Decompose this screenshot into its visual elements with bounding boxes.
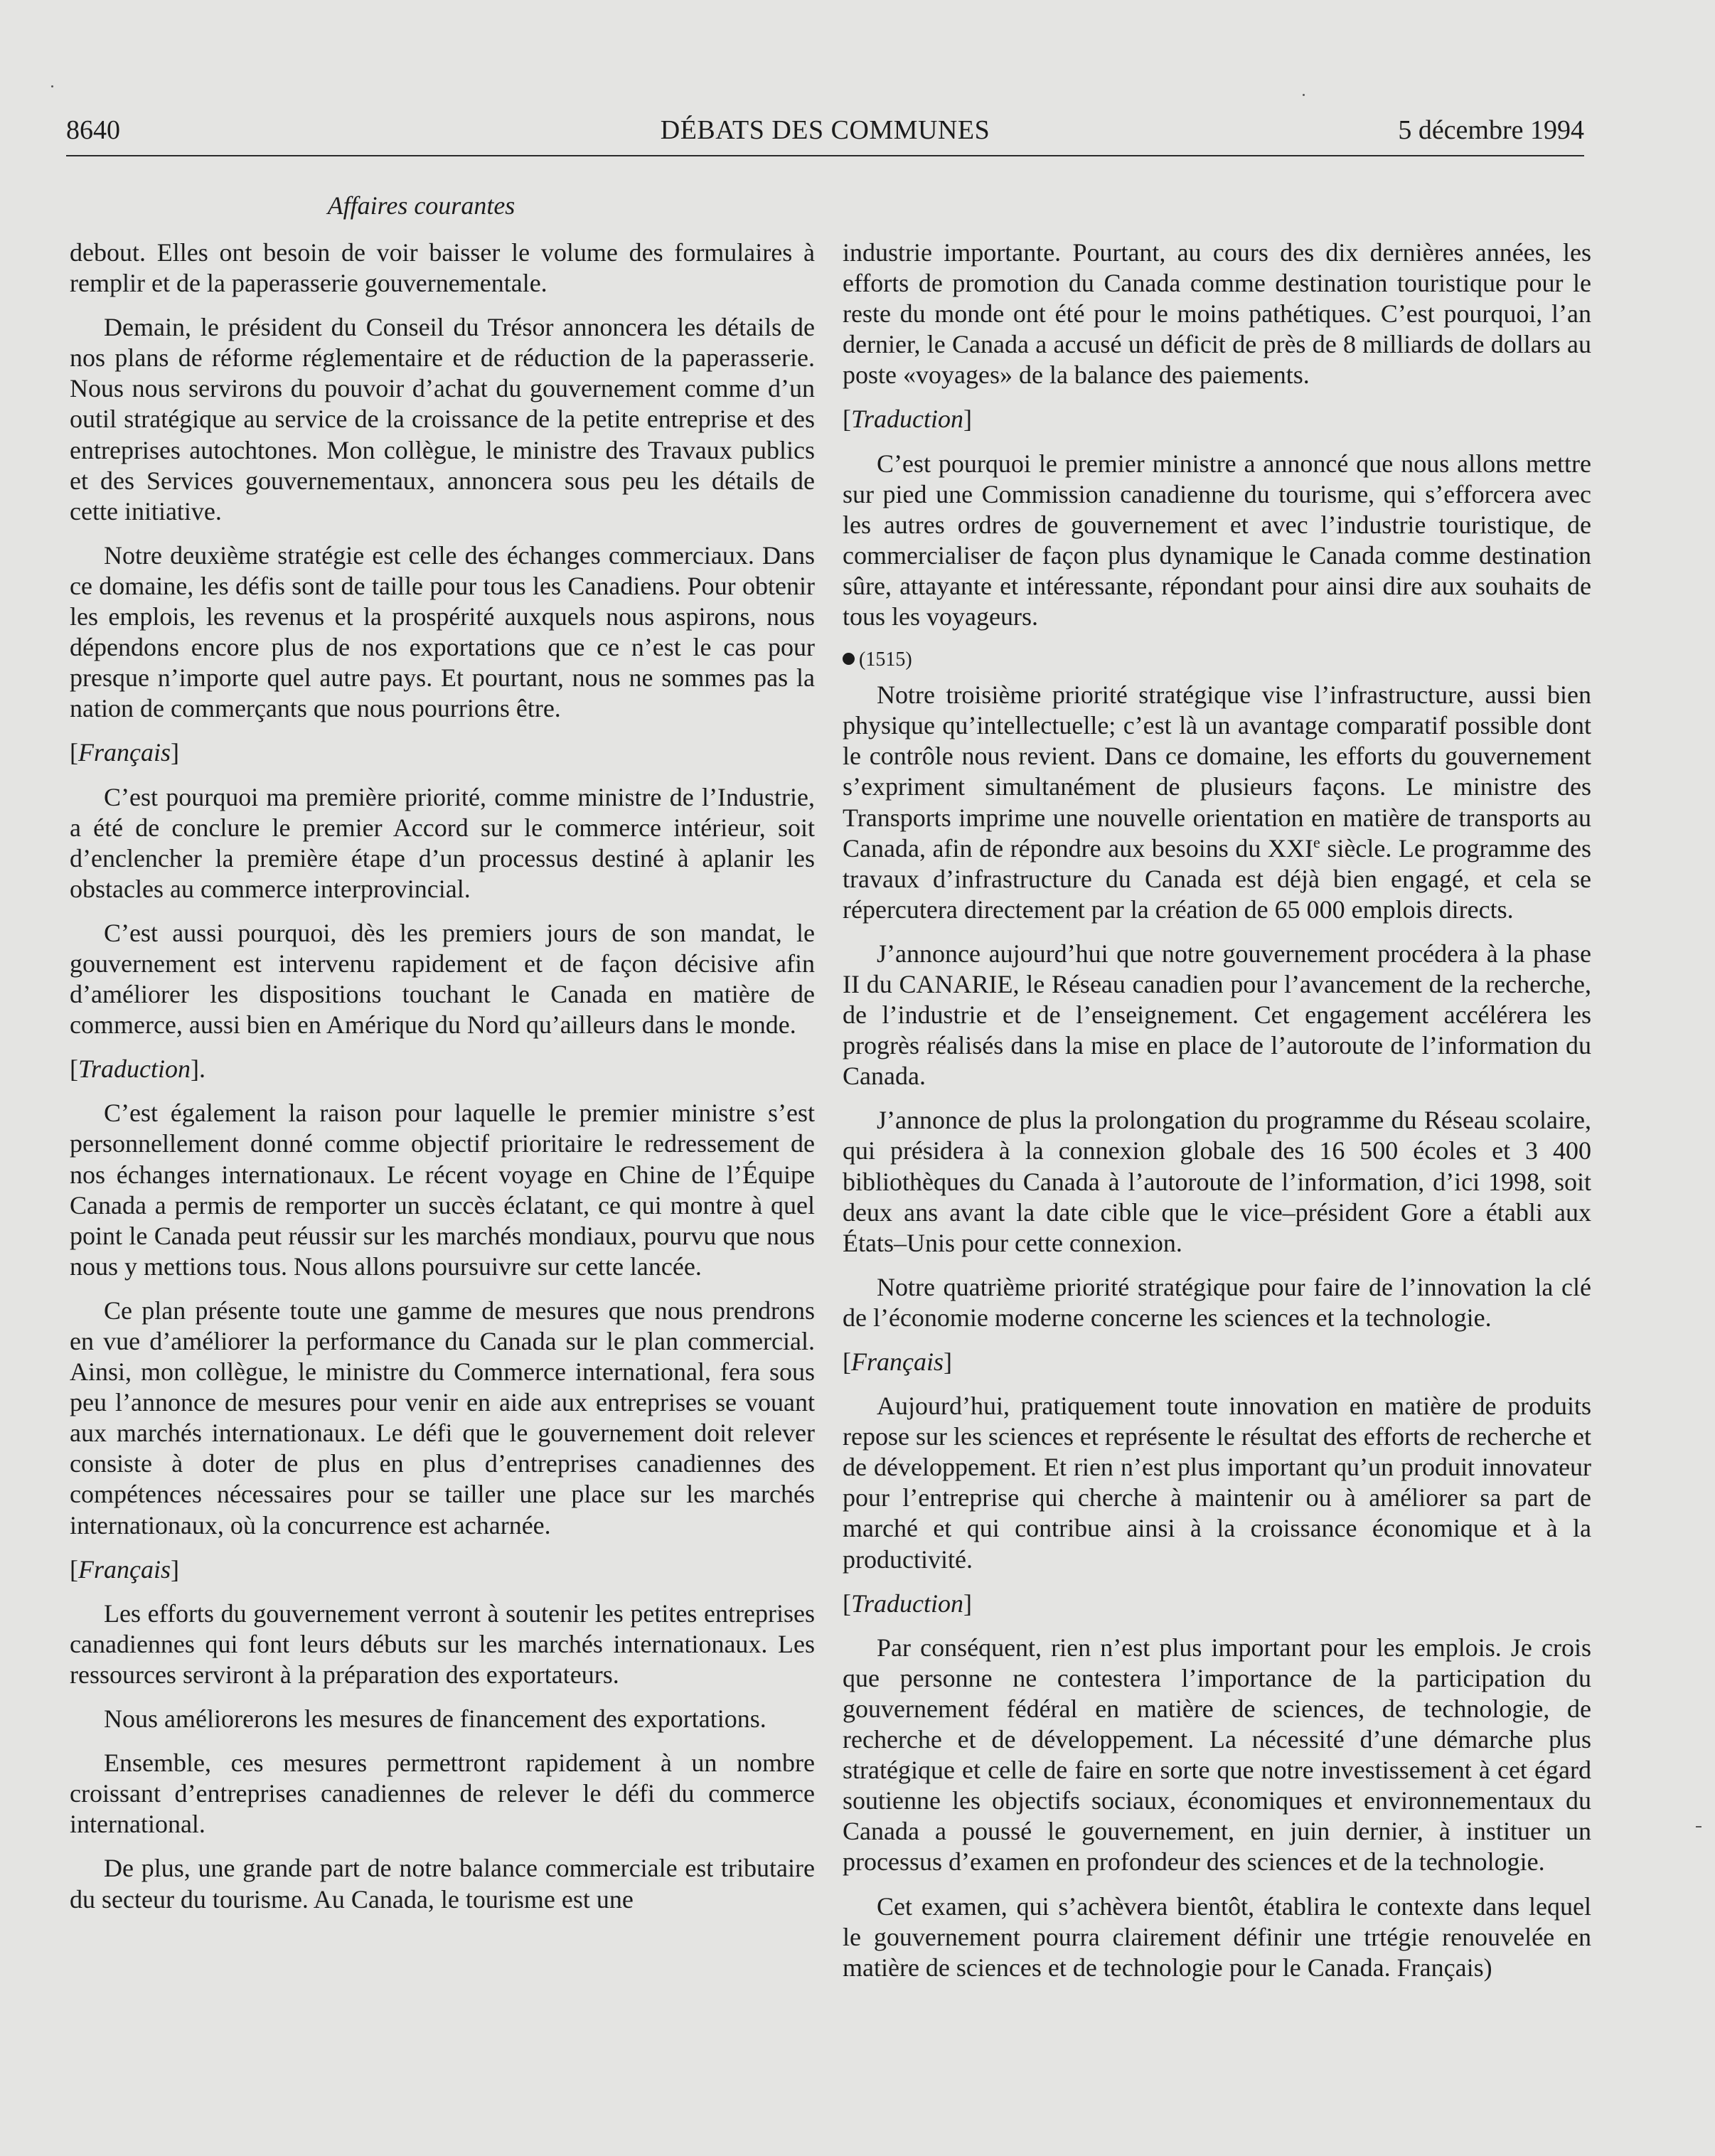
- page-number: 8640: [66, 115, 120, 145]
- scan-speck: [1696, 1826, 1701, 1827]
- paragraph: [843, 1391, 1591, 1575]
- language-tag-label: Traduction: [851, 1589, 964, 1618]
- paragraph: [70, 782, 815, 904]
- paragraph-text: Ensemble, ces mesures permettront rapidement à un nombre croissant d’entreprises canadiennes de relever le défi du commerce international.: [70, 1749, 815, 1839]
- paragraph-text: Ce plan présente toute une gamme de mesures que nous prendrons en vue d’améliorer la performance du Canada sur le plan commercial. Ainsi, mon collègue, le ministre du Commerce international, fera sous peu l’annonce de mesures pour venir en aide aux entreprises se vouant aux marchés internationaux. Le défi que le gouvernement doit relever consiste à doter de plus en plus d’entreprises canadiennes des compétences nécessaires pour se tailler une place sur les marchés internationaux, où la concurrence est acharnée.: [70, 1296, 815, 1539]
- superscript: e: [1313, 833, 1320, 851]
- scan-speck: [51, 85, 53, 87]
- continued-paragraph: [70, 238, 815, 299]
- scan-speck: [1303, 94, 1305, 96]
- paragraph: [70, 540, 815, 725]
- publication-title: DÉBATS DES COMMUNES: [660, 115, 990, 145]
- paragraph-text: C’est pourquoi ma première priorité, comme ministre de l’Industrie, a été de conclure le premier Accord sur le commerce intérieur, soit d’enclencher la première étape d’un processus destiné à aplanir les obstacles au commerce interprovincial.: [70, 782, 815, 903]
- paragraph: [70, 918, 815, 1040]
- paragraph-text: Nous améliorerons les mesures de financement des exportations.: [104, 1704, 766, 1734]
- time-marker-label: (1515): [859, 649, 912, 671]
- paragraph: [70, 1704, 815, 1734]
- language-tag: [Traduction]: [843, 405, 973, 434]
- paragraph: [843, 1105, 1591, 1258]
- language-tag-label: Français: [78, 1554, 171, 1584]
- section-heading: Affaires courantes: [327, 191, 515, 220]
- paragraph-text: J’annonce aujourd’hui que notre gouvernement procédera à la phase II du CANARIE, le Réseau canadien pour l’avancement de la recherche, de l’industrie et de l’enseignement. Cet engagement accélérera les progrès réalisés dans la mise en place de l’autoroute de l’information du Canada.: [843, 939, 1591, 1091]
- language-tag-label: Français: [851, 1348, 944, 1376]
- time-marker: [843, 646, 1591, 674]
- paragraph: [70, 1853, 815, 1914]
- running-header: [66, 110, 1584, 156]
- paragraph-text: De plus, une grande part de notre balance commerciale est tributaire du secteur du tourisme. Au Canada, le tourisme est une: [70, 1854, 815, 1914]
- paragraph: [843, 449, 1591, 633]
- paragraph: [843, 1891, 1591, 1983]
- paragraph: [843, 1272, 1591, 1333]
- paragraph: [843, 1633, 1591, 1878]
- paragraph-text: debout. Elles ont besoin de voir baisser le volume des formulaires à remplir et de la paperasserie gouvernementale.: [70, 238, 815, 298]
- paragraph-text: Aujourd’hui, pratiquement toute innovation en matière de produits repose sur les sciences et représente le résultat des efforts de recherche et de développement. Et rien n’est plus important qu’un produit innovateur pour l’entreprise qui cherche à maintenir ou à améliorer sa part de marché et qui contribue ainsi à la croissance économique et à la productivité.: [843, 1392, 1591, 1574]
- paragraph: [70, 1599, 815, 1690]
- paragraph-text: Notre quatrième priorité stratégique pour faire de l’innovation la clé de l’économie moderne concerne les sciences et la technologie.: [843, 1272, 1591, 1332]
- paragraph: [70, 1098, 815, 1282]
- tag-suffix: .: [199, 1055, 206, 1084]
- header-rule: [66, 155, 1584, 156]
- issue-date: 5 décembre 1994: [1398, 115, 1584, 145]
- paragraph-text: C’est également la raison pour laquelle le premier ministre s’est personnellement donné comme objectif prioritaire le redressement de nos échanges internationaux. Le récent voyage en Chine de l’Équipe Canada a permis de remporter un succès éclatant, ce qui montre à quel point le Canada peut réussir sur les marchés mondiaux, pourvu que nous nous y mettions tous. Nous allons poursuivre sur cette lancée.: [70, 1099, 815, 1281]
- paragraph-text: Cet examen, qui s’achèvera bientôt, établira le contexte dans lequel le gouvernement pourra clairement définir une trtégie renouvelée en matière de sciences et de technologie pour le Canada. Français): [843, 1891, 1591, 1982]
- paragraph: [843, 939, 1591, 1092]
- language-tag-label: Français: [78, 738, 171, 767]
- language-tag: [Français]: [70, 1554, 179, 1584]
- continued-paragraph: [843, 238, 1591, 390]
- paragraph: [70, 1296, 815, 1541]
- paragraph-text: J’annonce de plus la prolongation du programme du Réseau scolaire, qui présidera à la connexion globale des 16 500 écoles et 3 400 bibliothèques du Canada à l’autoroute de l’information, d’ici 1998, soit deux ans avant la date cible que le vice–président Gore a établi aux États–Unis pour cette connexion.: [843, 1106, 1591, 1257]
- left-column: [70, 238, 815, 1928]
- language-tag: [Traduction]: [843, 1589, 973, 1618]
- language-tag: [Français]: [843, 1348, 952, 1376]
- paragraph-text: Par conséquent, rien n’est plus important pour les emplois. Je crois que personne ne contestera l’importance de la participation du gouvernement fédéral en matière de sciences, de technologie, de recherche et de développement. La nécessité d’une démarche plus stratégique et celle de faire en sorte que notre investissement à cet égard soutienne les objectifs sociaux, économiques et environnementaux du Canada a poussé le gouvernement, en juin dernier, à instituer un processus d’examen en profondeur des sciences et de la technologie.: [843, 1633, 1591, 1877]
- paragraph-text: Notre deuxième stratégie est celle des échanges commerciaux. Dans ce domaine, les défis sont de taille pour tous les Canadiens. Pour obtenir les emplois, les revenus et la prospérité auxquels nous aspirons, nous dépendons encore plus de nos exportations que ce n’est le cas pour presque n’importe quel autre pays. Et pourtant, nous ne sommes pas la nation de commerçants que nous pourrions être.: [70, 540, 815, 723]
- paragraph-text: Les efforts du gouvernement verront à soutenir les petites entreprises canadiennes qui font leurs débuts sur les marchés internationaux. Les ressources serviront à la préparation des exportateurs.: [70, 1599, 815, 1689]
- paragraph: [70, 1748, 815, 1840]
- language-tag: [Traduction].: [70, 1055, 206, 1084]
- paragraph-text: industrie importante. Pourtant, au cours des dix dernières années, les efforts de promotion du Canada comme destination touristique pour le reste du monde ont été pour le moins pathétiques. C’est pourquoi, l’an dernier, le Canada a accusé un déficit de près de 8 milliards de dollars au poste «voyages» de la balance des paiements.: [843, 238, 1591, 390]
- bullet-icon: [843, 653, 855, 665]
- paragraph: [70, 312, 815, 527]
- right-column: [843, 238, 1591, 1997]
- paragraph-text: Demain, le président du Conseil du Trésor annoncera les détails de nos plans de réforme réglementaire et de réduction de la paperasserie. Nous nous servirons du pouvoir d’achat du gouvernement comme d’un outil stratégique au service de la croissance de la petite entreprise et des entreprises autochtones. Mon collègue, le ministre des Travaux publics et des Services gouvernementaux, annoncera sous peu les détails de cette initiative.: [70, 313, 815, 525]
- paragraph-text: C’est pourquoi le premier ministre a annoncé que nous allons mettre sur pied une Commission canadienne du tourisme, qui s’efforcera avec les autres ordres de gouvernement et avec l’industrie touristique, de commercialiser de façon plus dynamique le Canada comme destination sûre, attayante et intéressante, répondant pour ainsi dire aux souhaits de tous les voyageurs.: [843, 449, 1591, 631]
- language-tag-label: Traduction: [851, 405, 964, 434]
- paragraph-text: C’est aussi pourquoi, dès les premiers jours de son mandat, le gouvernement est intervenu rapidement et de façon décisive afin d’améliorer les dispositions touchant le Canada en matière de commerce, aussi bien en Amérique du Nord qu’ailleurs dans le monde.: [70, 918, 815, 1040]
- language-tag-label: Traduction: [78, 1055, 191, 1084]
- language-tag: [Français]: [70, 738, 179, 767]
- paragraph-text-after: siècle. Le programme des travaux d’infrastructure du Canada est déjà bien engagé, et cela se répercutera directement par la création de 65 000 emplois directs.: [843, 833, 1592, 924]
- paragraph-text: Notre troisième priorité stratégique vise l’infrastructure, aussi bien physique qu’intellectuelle; c’est là un avantage comparatif possible dont le contrôle nous revient. Dans ce domaine, les efforts du gouvernement s’expriment simultanément de plusieurs façons. Le ministre des Transports imprime une nouvelle orientation en matière de transports au Canada, afin de répondre aux besoins du XXI: [843, 681, 1591, 863]
- paragraph: [843, 680, 1591, 925]
